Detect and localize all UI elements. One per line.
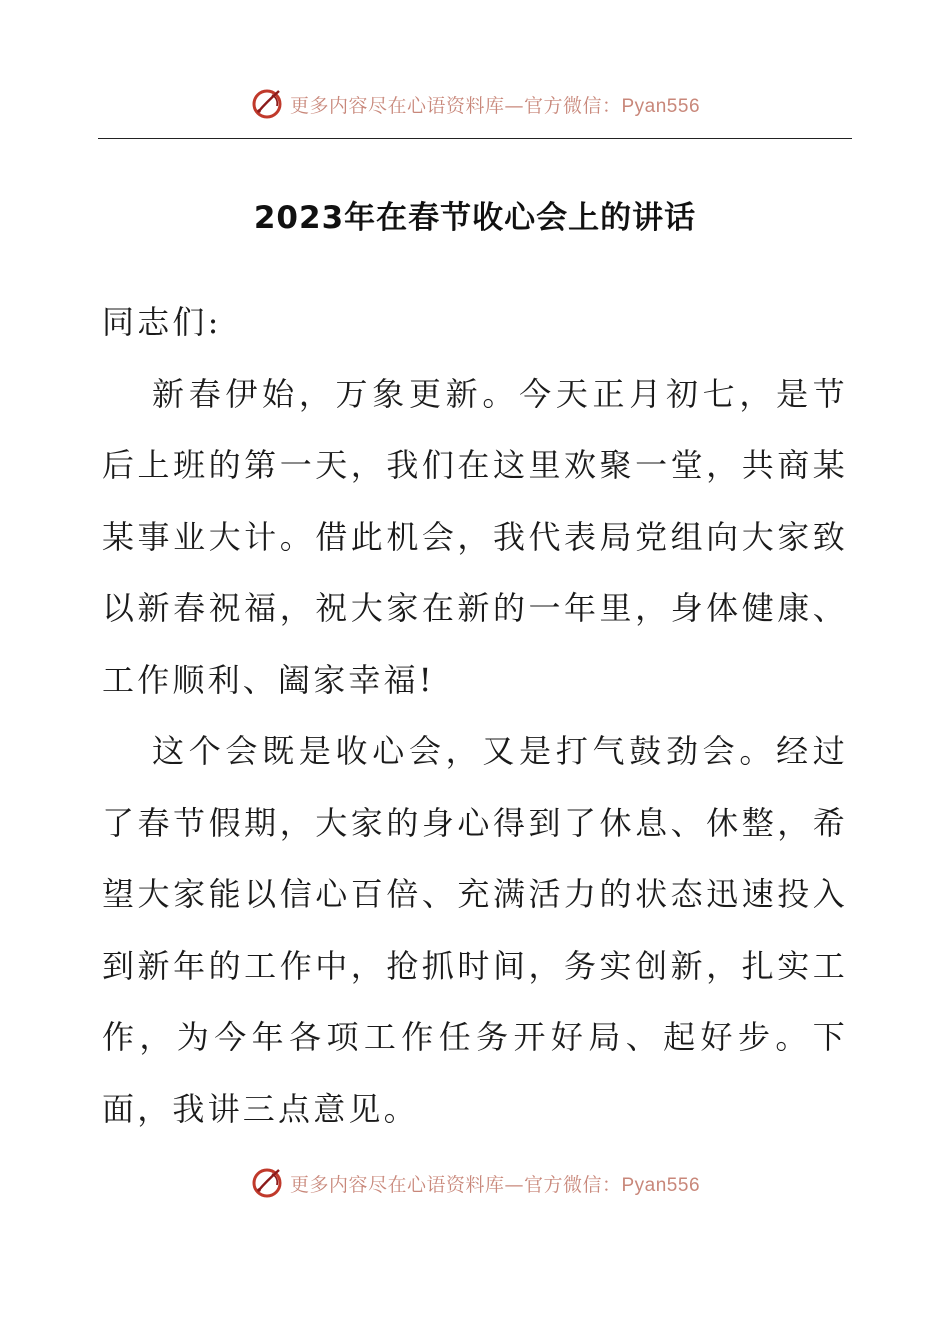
quill-pen-logo-icon: [250, 87, 284, 121]
body-paragraph: 这个会既是收心会，又是打气鼓劲会。经过了春节假期，大家的身心得到了休息、休整，希望大家能以信心百倍、充满活力的状态迅速投入到新年的工作中，抢抓时间，务实创新，扎实工作，为今年各项工作任务开好局、起好步。下面，我讲三点意见。: [102, 732, 848, 1128]
document-body: [102, 287, 848, 1145]
watermark-text: 更多内容尽在心语资料库—官方微信：Pyan556: [289, 1173, 701, 1196]
document-title: 2023年在春节收心会上的讲话: [253, 200, 697, 236]
header-watermark: [0, 84, 950, 124]
header-divider: [98, 138, 852, 139]
footer-watermark: [0, 1163, 950, 1203]
body-paragraph: 新春伊始，万象更新。今天正月初七，是节后上班的第一天，我们在这里欢聚一堂，共商某某事业大计。借此机会，我代表局党组向大家致以新春祝福，祝大家在新的一年里，身体健康、工作顺利、阖家幸福!: [102, 374, 848, 699]
watermark-text: 更多内容尽在心语资料库—官方微信：Pyan556: [289, 94, 701, 117]
salutation: 同志们:: [102, 303, 222, 341]
quill-pen-logo-icon: [250, 1166, 284, 1200]
